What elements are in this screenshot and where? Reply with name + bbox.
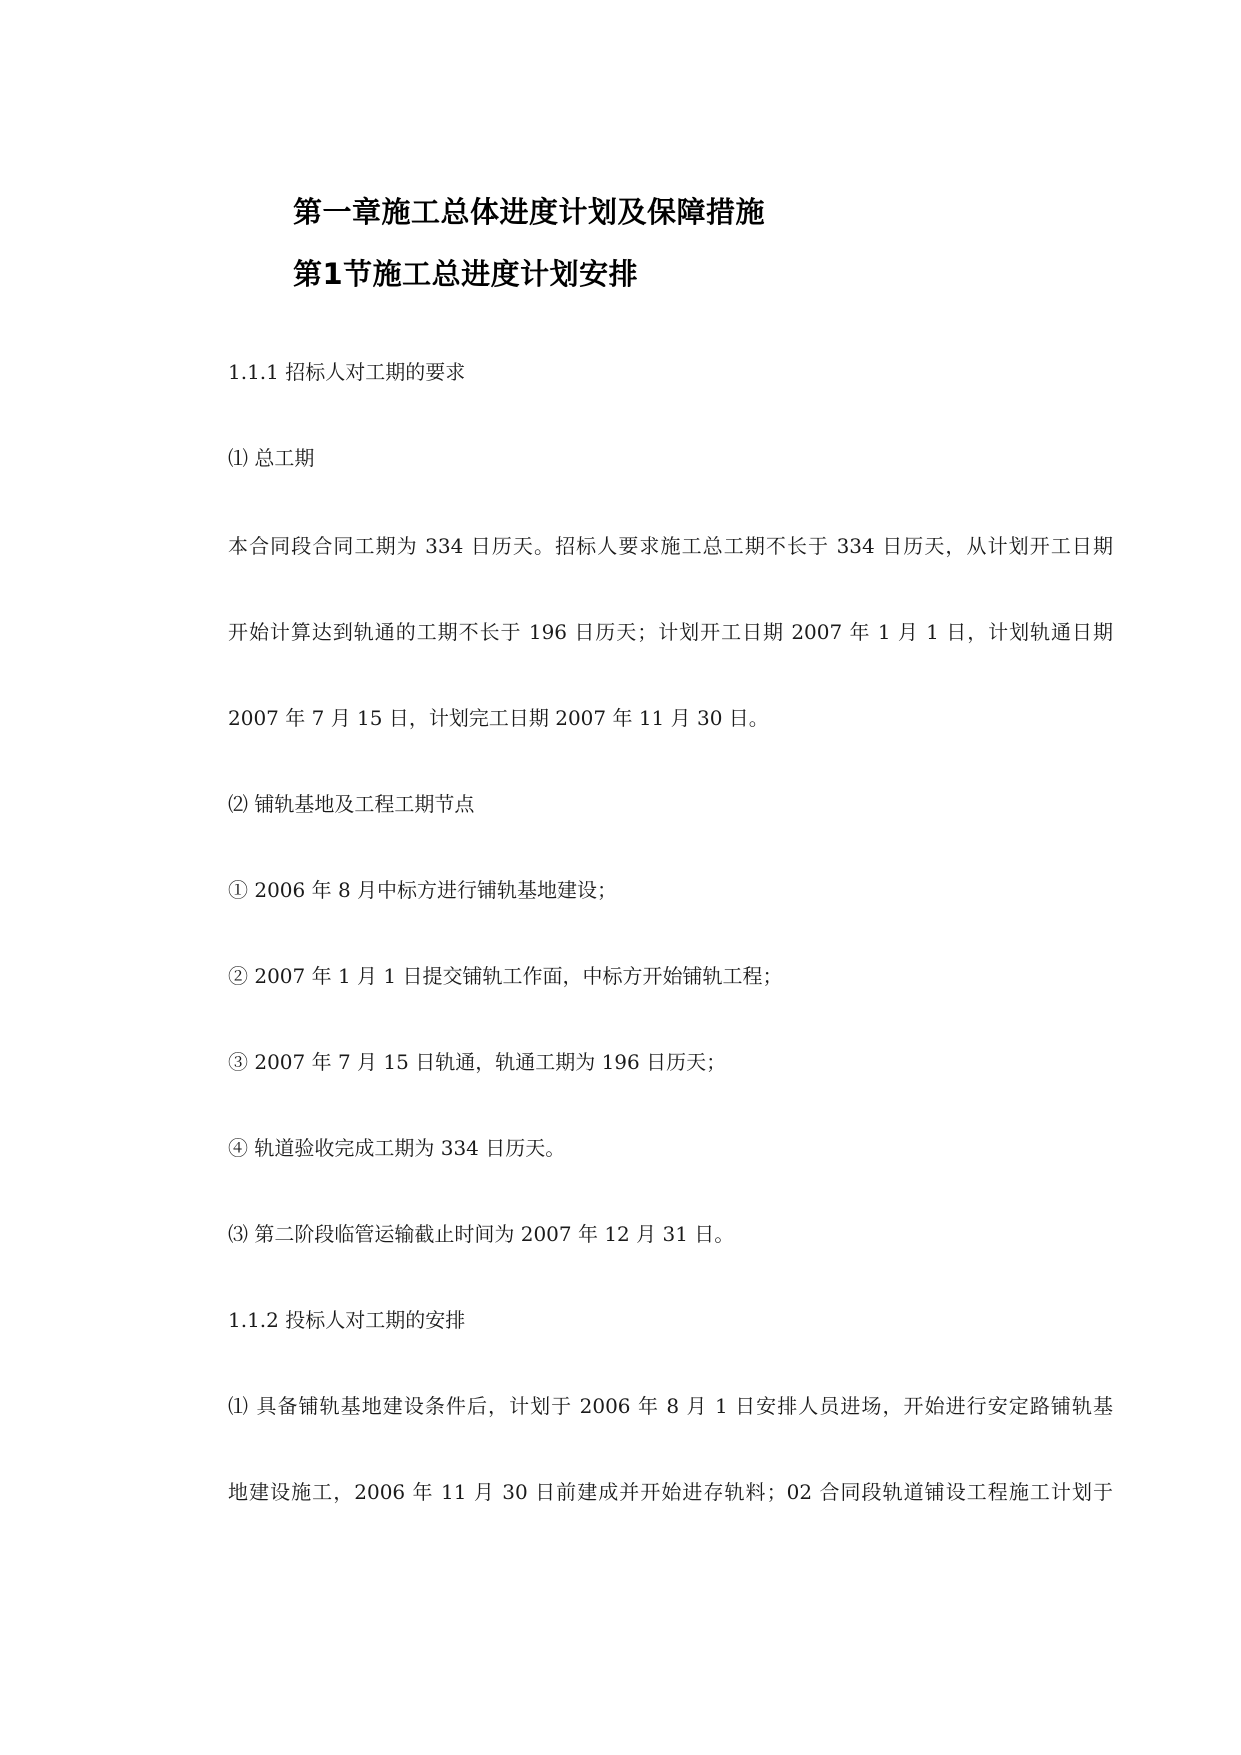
list-item-milestones: ⑵ 铺轨基地及工程工期节点: [228, 792, 475, 816]
milestone-item: ③ 2007 年 7 月 15 日轨通，轨通工期为 196 日历天；: [228, 1050, 727, 1074]
milestone-item: ① 2006 年 8 月中标方进行铺轨基地建设；: [228, 878, 618, 902]
paragraph-line: 开始计算达到轨通的工期不长于 196 日历天；计划开工日期 2007 年 1 月 1 日，计划轨通日期: [228, 620, 1113, 644]
paragraph-line: ⑴ 具备铺轨基地建设条件后，计划于 2006 年 8 月 1 日安排人员进场，开始进行安定路铺轨基: [228, 1394, 1113, 1418]
section-title: 第1节施工总进度计划安排: [293, 257, 639, 291]
chapter-title: 第一章施工总体进度计划及保障措施: [293, 195, 766, 229]
milestone-item: ② 2007 年 1 月 1 日提交铺轨工作面，中标方开始铺轨工程；: [228, 964, 783, 988]
paragraph-line: 地建设施工，2006 年 11 月 30 日前建成并开始进存轨料；02 合同段轨道铺设工程施工计划于: [228, 1480, 1113, 1504]
paragraph-line: 本合同段合同工期为 334 日历天。招标人要求施工总工期不长于 334 日历天，从计划开工日期: [228, 534, 1113, 558]
paragraph-line: 2007 年 7 月 15 日，计划完工日期 2007 年 11 月 30 日。: [228, 706, 769, 730]
list-item-transport-deadline: ⑶ 第二阶段临管运输截止时间为 2007 年 12 月 31 日。: [228, 1222, 735, 1246]
subsection-heading-1-1-1: 1.1.1 招标人对工期的要求: [228, 360, 466, 384]
list-item-total-duration: ⑴ 总工期: [228, 446, 315, 470]
subsection-heading-1-1-2: 1.1.2 投标人对工期的安排: [228, 1308, 466, 1332]
milestone-item: ④ 轨道验收完成工期为 334 日历天。: [228, 1136, 566, 1160]
